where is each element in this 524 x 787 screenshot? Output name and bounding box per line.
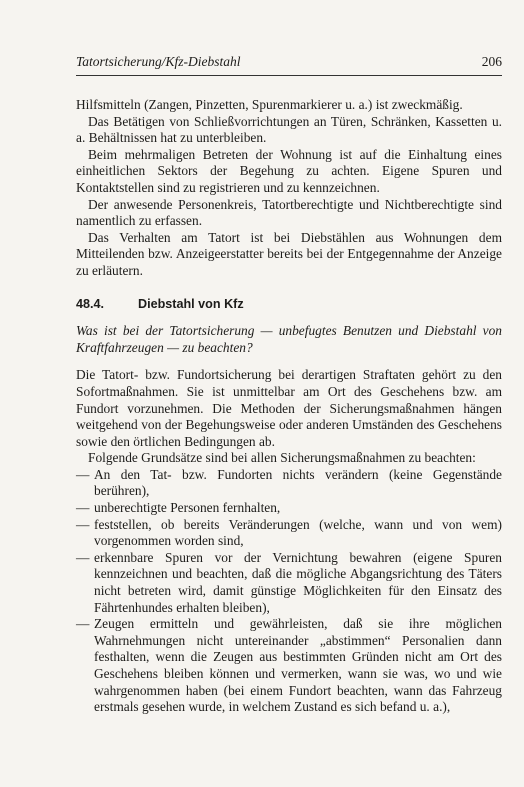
section-number: 48.4. xyxy=(76,296,105,311)
answer-paragraph: Die Tatort- bzw. Fundortsicherung bei derartigen Straftaten gehört zu den Sofortmaßnahmen. Sie ist unmittelbar am Ort des Geschehens bzw. am Fundort vorzunehmen. Die Methoden der Sicherungsmaßnahmen hängen weitgehend von der Begehungsweise oder anderen Umständen des Geschehens sowie den örtlichen Bedingungen ab. xyxy=(76,367,502,449)
principles-list xyxy=(76,467,502,716)
section-title: Diebstahl von Kfz xyxy=(138,296,244,311)
list-item: — An den Tat- bzw. Fundorten nichts verändern (keine Gegenstände berühren), xyxy=(76,467,502,500)
list-intro: Folgende Grundsätze sind bei allen Sicherungsmaßnahmen zu beachten: xyxy=(88,450,476,466)
page-header xyxy=(76,54,502,70)
paragraph: Beim mehrmaligen Betreten der Wohnung ist auf die Einhaltung eines einheitlichen Sektors der Begehung zu achten. Eigene Spuren und Kontaktstellen sind zu registrieren und zu kennzeichnen. xyxy=(76,146,502,195)
page-body xyxy=(76,97,502,716)
header-rule xyxy=(76,75,502,76)
paragraph: Der anwesende Personenkreis, Tatortberechtigte und Nichtberechtigte sind namentlich zu erfassen. xyxy=(76,196,502,229)
paragraph: Hilfsmitteln (Zangen, Pinzetten, Spurenmarkierer u. a.) ist zweckmäßig. xyxy=(76,97,463,112)
paragraph: Das Verhalten am Tatort ist bei Diebstählen aus Wohnungen dem Mitteilenden bzw. Anzeigeerstatter bereits bei der Entgegennahme der Anzeige zu erläutern. xyxy=(76,229,502,278)
list-item: — erkennbare Spuren vor der Vernichtung bewahren (eigene Spuren kennzeichnen und beachten, daß die mögliche Abgangsrichtung des Täters nicht betreten wird, damit günstige Möglichkeiten für den Einsatz des Fährtenhundes erhalten bleiben), xyxy=(76,550,502,616)
list-item: — feststellen, ob bereits Veränderungen (welche, wann und von wem) vorgenommen worden sind, xyxy=(76,517,502,550)
running-title: Tatortsicherung/Kfz-Diebstahl xyxy=(76,54,241,69)
list-item: — unberechtigte Personen fernhalten, xyxy=(76,500,502,517)
section-question: Was ist bei der Tatortsicherung — unbefugtes Benutzen und Diebstahl von Kraftfahrzeugen — zu beachten? xyxy=(76,323,502,355)
page-number: 206 xyxy=(481,54,502,69)
paragraph: Das Betätigen von Schließvorrichtungen an Türen, Schränken, Kassetten u. a. Behältnissen hat zu unterbleiben. xyxy=(76,113,502,146)
list-item: — Zeugen ermitteln und gewährleisten, daß sie ihre möglichen Wahrnehmungen nicht untereinander „abstimmen“ Personalien dann festhalten, wenn die Zeugen aus bestimmten Gründen nicht am Ort des Geschehens bleiben können und vermerken, wann sie was, wo und wie wahrgenommen haben (bei einem Fundort beachten, wann das Fahrzeug erstmals gesehen wurde, in welchem Zustand es sich befand u. a.), xyxy=(76,616,502,716)
section-heading xyxy=(76,296,502,313)
